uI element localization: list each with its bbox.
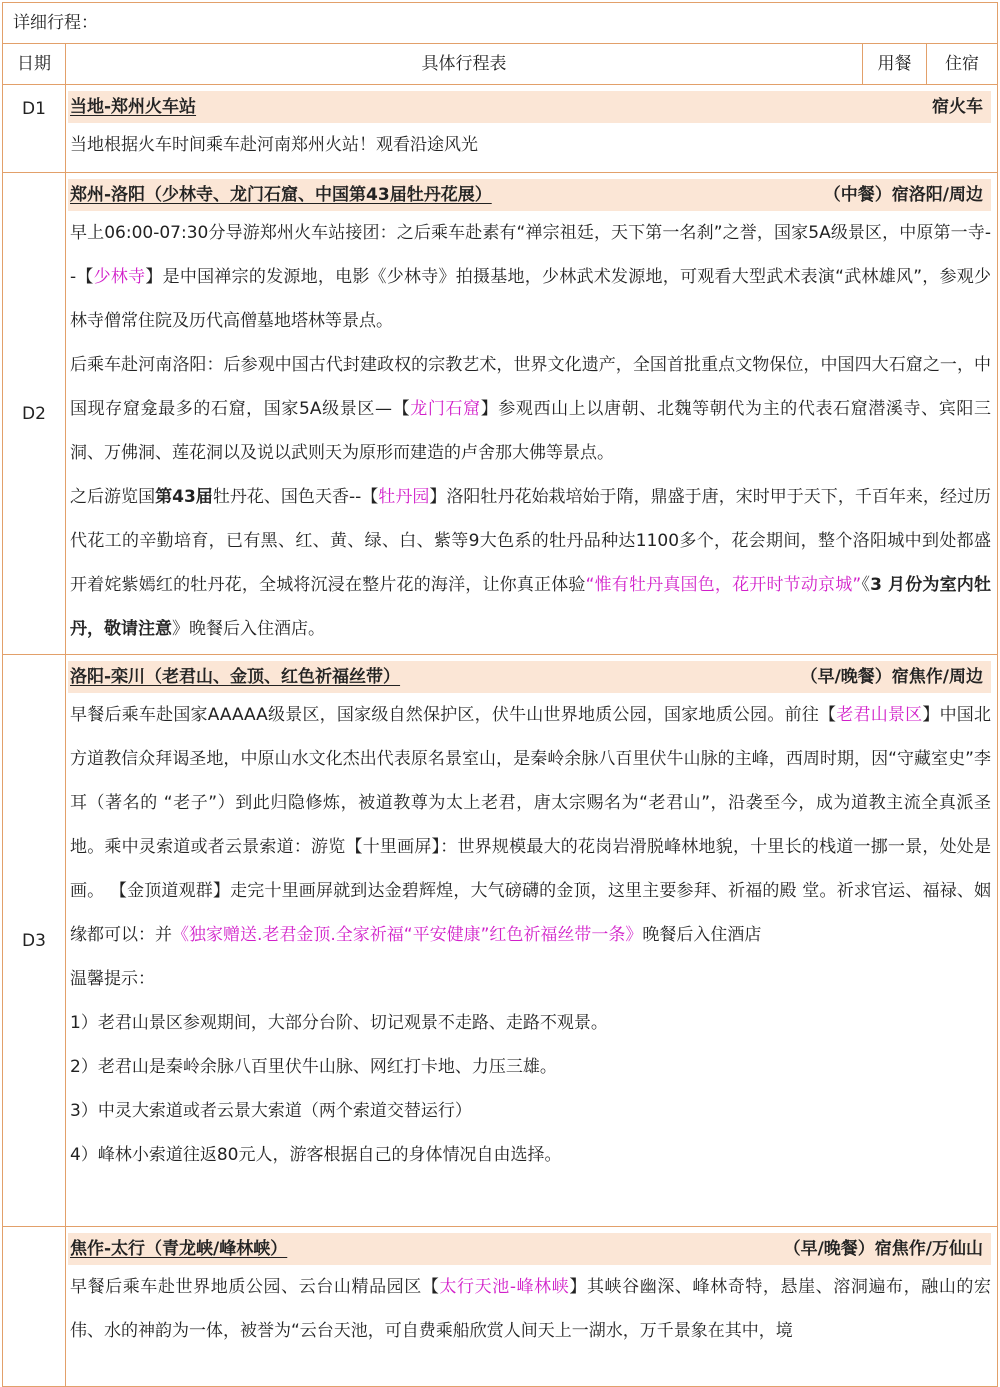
paragraph-laojunshan [70, 693, 991, 957]
text: 早餐后乘车赴国家AAAAA级景区，国家级自然保护区，伏牛山世界地质公园，国家地质公园。前往【 [70, 705, 837, 725]
day-content [66, 173, 998, 655]
table-header-row [3, 44, 998, 85]
col-header-meal: 用餐 [863, 44, 927, 85]
highlight-gift: 《独家赠送.老君金顶.全家祈福“平安健康”红色祈福丝带一条》 [172, 925, 643, 945]
text: 】洛阳牡丹花始栽培始于隋，鼎盛于唐，宋时甲于天下，千百年来，经过历代花工的辛勤培育，已有黑、红、黄、绿、白、紫等9大色系的牡丹品种达1100多个，花会期间，整个洛阳城中到处都盛开着姹紫嫣红的牡丹花，全城将沉浸在整片花的海洋，让你真正体验 [70, 487, 991, 595]
section-title: 详细行程： [3, 3, 998, 44]
paragraph-peony [70, 475, 991, 651]
tip-item: 3）中灵大索道或者云景大索道（两个索道交替运行） [70, 1101, 472, 1121]
route-bar [68, 661, 991, 693]
paragraph-shaolin [70, 211, 991, 343]
day-label: D2 [3, 173, 66, 655]
highlight-laojunshan: 老君山景区 [836, 705, 923, 725]
col-header-hotel: 住宿 [927, 44, 998, 85]
day-content [66, 1227, 998, 1387]
paragraph-taihang [70, 1265, 991, 1353]
text: 晚餐后入住酒店 [642, 925, 762, 945]
text: 】中国北方道教信众拜谒圣地，中原山水文化杰出代表原名景室山，是秦岭余脉八百里伏牛山脉的主峰，西周时期，因“守藏室史”李耳（著名的 “老子”）到此归隐修炼，被道教尊为太上老君，唐太宗赐名为“老君山”，沿袭至今，成为道教主流全真派圣地。乘中灵索道或者云景索道：游览【十里画屏】：世界规模最大的花岗岩滑脱峰林地貌，十里长的栈道一挪一景，处处是画。 【金顶道观群】走完十里画屏就到达金碧辉煌，大气磅礴的金顶，这里主要参拜、祈福的殿 堂。祈求官运、福禄、姻缘都可以：并 [70, 705, 992, 945]
tip-item: 1）老君山景区参观期间，大部分台阶、切记观景不走路、走路不观景。 [70, 1013, 608, 1033]
route-bar [68, 91, 991, 123]
text: 早上06:00-07:30分导游郑州火车站接团：之后乘车赴素有“禅宗祖廷，天下第一名刹”之誉，国家5A级景区，中原第一寺--【 [70, 223, 991, 287]
route-stay: （早/晚餐）宿焦作/周边 [800, 667, 983, 687]
route-bar [68, 1233, 991, 1265]
text: 牡丹花、国色天香--【 [212, 487, 379, 507]
day-content [66, 85, 998, 173]
route-stay: （中餐）宿洛阳/周边 [823, 185, 983, 205]
day-content [66, 655, 998, 1227]
table-row [3, 1227, 998, 1387]
text: 后乘车赴河南洛阳：后参观中国古代封建政权的宗教艺术，世界文化遗产，全国首批重点文物保位，中国四大石窟之一，中国现存窟龛最多的石窟，国家5A级景区—【 [70, 355, 991, 419]
route-title: 郑州-洛阳（少林寺、龙门石窟、中国第43届牡丹花展） [70, 185, 492, 205]
highlight-peony: 牡丹园 [378, 487, 430, 507]
day-description: 当地根据火车时间乘车赴河南郑州火站！观看沿途风光 [70, 135, 478, 155]
text: 】参观西山上以唐朝、北魏等朝代为主的代表石窟潜溪寺、宾阳三洞、万佛洞、莲花洞以及说以武则天为原形而建造的卢舍那大佛等景点。 [70, 399, 992, 463]
highlight-shaolin: 少林寺 [93, 267, 146, 287]
highlight-longmen: 龙门石窟 [410, 399, 481, 419]
route-stay: 宿火车 [932, 97, 983, 117]
route-title: 洛阳-栾川（老君山、金顶、红色祈福丝带） [70, 667, 401, 687]
highlight-taihang: 太行天池-峰林峡 [439, 1277, 570, 1297]
route-bar [68, 179, 991, 211]
text: 】是中国禅宗的发源地，电影《少林寺》拍摄基地，少林武术发源地，可观看大型武术表演“武林雄风”，参观少林寺僧常住院及历代高僧墓地塔林等景点。 [70, 267, 991, 331]
paragraph-longmen [70, 343, 991, 475]
col-header-day: 日期 [3, 44, 66, 85]
table-row [3, 85, 998, 173]
note-bold: 3 月份为室内牡丹，敬请注意 [70, 575, 991, 639]
text: 》晚餐后入住酒店。 [172, 619, 325, 639]
col-header-plan: 具体行程表 [66, 44, 863, 85]
text: 早餐后乘车赴世界地质公园、云台山精品园区【 [70, 1277, 440, 1297]
text: 之后游览国 [70, 487, 156, 507]
route-stay: （早/晚餐）宿焦作/万仙山 [783, 1239, 983, 1259]
table-row [3, 173, 998, 655]
day-label: D3 [3, 655, 66, 1227]
text: 《 [861, 575, 871, 595]
route-title: 焦作-太行（青龙峡/峰林峡） [70, 1239, 288, 1259]
text: 】其峡谷幽深、峰林奇特，悬崖、溶洞遍布，融山的宏伟、水的神韵为一体，被誉为“云台天池，可自费乘船欣赏人间天上一湖水，万千景象在其中，境 [70, 1277, 992, 1341]
day-label: D1 [3, 85, 66, 173]
itinerary-document [2, 2, 997, 1382]
tip-item: 4）峰林小索道往返80元人，游客根据自己的身体情况自由选择。 [70, 1145, 562, 1165]
table-row [3, 655, 998, 1227]
highlight-quote: “惟有牡丹真国色，花开时节动京城” [585, 575, 862, 595]
itinerary-table [2, 2, 998, 1387]
route-title: 当地-郑州火车站 [70, 97, 197, 117]
tips-title: 温馨提示： [70, 969, 155, 989]
tip-item: 2）老君山是秦岭余脉八百里伏牛山脉、网红打卡地、力压三雄。 [70, 1057, 557, 1077]
text-bold: 第43届 [155, 487, 213, 507]
day-label-empty [3, 1227, 66, 1387]
